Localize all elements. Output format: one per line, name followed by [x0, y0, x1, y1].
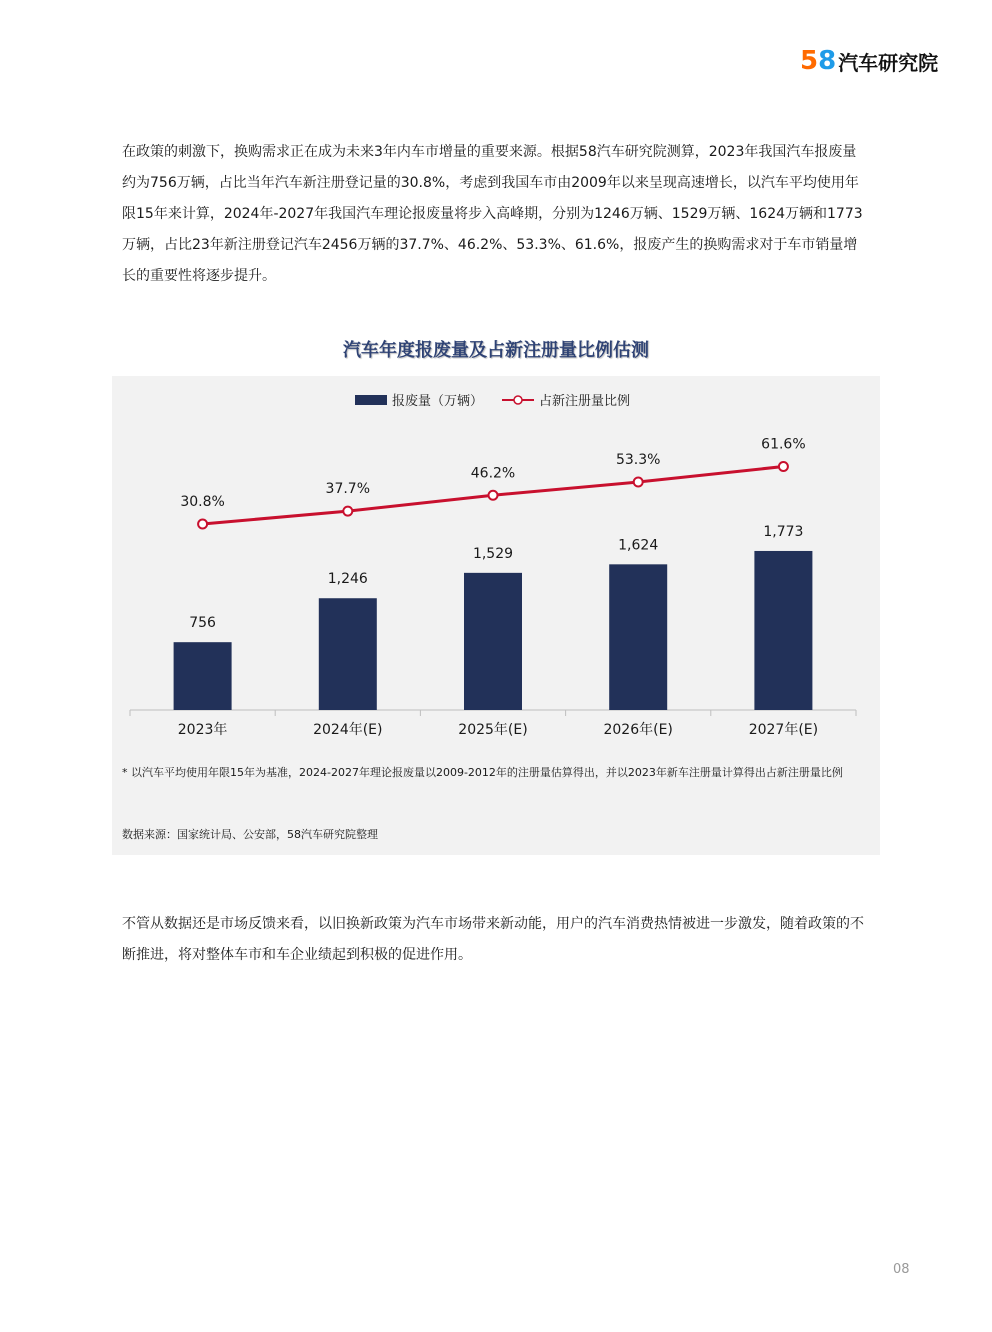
chart-svg — [112, 376, 880, 756]
paragraph-conclusion: 不管从数据还是市场反馈来看，以旧换新政策为汽车市场带来新动能，用户的汽车消费热情被进一步激发，随着政策的不断推进，将对整体车市和车企业绩起到积极的促进作用。 — [122, 916, 864, 963]
page-number: 08 — [893, 1262, 910, 1277]
x-tick-label: 2024年(E) — [313, 722, 383, 738]
legend-line-marker — [514, 396, 522, 404]
legend-bar-label: 报废量（万辆） — [392, 394, 484, 409]
line-data-label: 30.8% — [180, 494, 225, 510]
x-tick-label: 2027年(E) — [748, 722, 819, 738]
logo — [800, 46, 938, 76]
chart-source: 数据来源：国家统计局、公安部，58汽车研究院整理 — [122, 828, 378, 841]
logo-digit-8: 8 — [818, 46, 837, 76]
line-data-label: 46.2% — [470, 465, 516, 482]
legend-bar-swatch — [355, 395, 387, 405]
x-tick-label: 2026年(E) — [603, 722, 673, 738]
bar — [319, 598, 377, 710]
bar — [174, 642, 232, 710]
line-point — [779, 462, 788, 471]
legend-line-label: 占新注册量比例 — [539, 394, 631, 409]
x-tick-label: 2025年(E) — [458, 722, 528, 738]
bar-data-label: 1,624 — [618, 537, 659, 554]
line-data-label: 53.3% — [615, 452, 661, 469]
x-tick-label: 2023年 — [177, 722, 228, 738]
chart-title: 汽车年度报废量及占新注册量比例估测 — [343, 340, 649, 361]
bar — [464, 573, 522, 710]
line-data-label: 61.6% — [761, 436, 806, 453]
bar — [609, 564, 667, 710]
line-point — [634, 478, 643, 487]
bar-data-label: 1,246 — [327, 571, 368, 588]
line-point — [198, 520, 207, 529]
bar-data-label: 756 — [189, 615, 216, 632]
line-point — [489, 491, 498, 500]
bar — [754, 551, 812, 710]
bar-data-label: 1,773 — [763, 523, 804, 540]
chart-footnote: * 以汽车平均使用年限15年为基准，2024-2027年理论报废量以2009-2012年的注册量估算得出，并以2023年新车注册量计算得出占新注册量比例 — [122, 766, 843, 779]
chart-container — [112, 376, 880, 855]
logo-digit-5: 5 — [800, 46, 819, 76]
bar-data-label: 1,529 — [472, 545, 514, 562]
paragraph-intro: 在政策的刺激下，换购需求正在成为未来3年内车市增量的重要来源。根据58汽车研究院测算，2023年我国汽车报废量约为756万辆，占比当年汽车新注册登记量的30.8%，考虑到我国车市由2009年以来呈现高速增长，以汽车平均使用年限15年来计算，2024年-2027年我国汽车理论报废量将步入高峰期，分别为1246万辆、1529万辆、1624万辆和1773万辆，占比23年新注册登记汽车2456万辆的37.7%、46.2%、53.3%、61.6%，报废产生的换购需求对于车市销量增长的重要性将逐步提升。 — [122, 144, 863, 284]
line-point — [343, 507, 352, 516]
line-data-label: 37.7% — [325, 481, 371, 498]
logo-text: 汽车研究院 — [838, 50, 939, 75]
